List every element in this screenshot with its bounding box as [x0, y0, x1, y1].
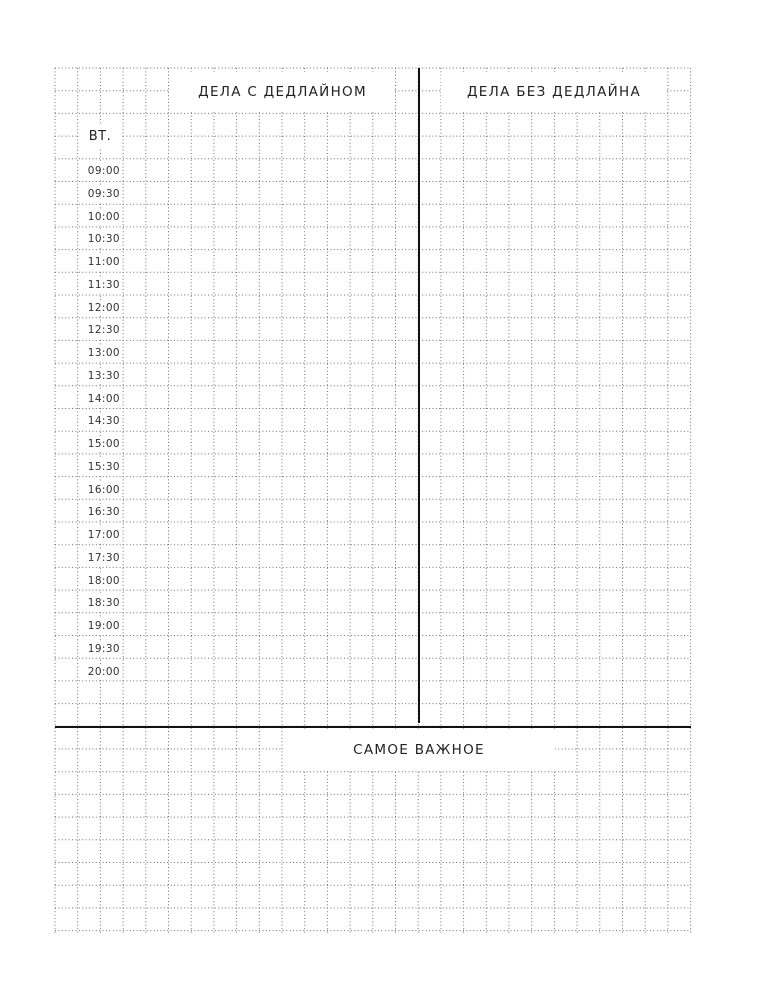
time-slot-label: 11:30	[80, 277, 120, 293]
day-of-week-text: ВТ.	[88, 128, 112, 144]
time-slot-label: 18:00	[80, 573, 120, 589]
important-section-header	[283, 730, 555, 770]
time-slot-label: 09:30	[80, 186, 120, 202]
time-slot-label: 15:00	[80, 436, 120, 452]
day-of-week-label	[79, 124, 121, 148]
important-section-title: САМОЕ ВАЖНОЕ	[353, 742, 485, 758]
time-slot-label: 12:30	[80, 322, 120, 338]
no-deadline-section-header	[441, 72, 667, 112]
column-divider	[418, 68, 420, 723]
time-slot-label: 20:00	[80, 664, 120, 680]
time-slot-label: 14:00	[80, 391, 120, 407]
time-slot-label: 11:00	[80, 254, 120, 270]
time-slot-label: 09:00	[80, 163, 120, 179]
time-slot-label: 14:30	[80, 413, 120, 429]
time-slot-label: 16:00	[80, 482, 120, 498]
time-slot-label: 17:00	[80, 527, 120, 543]
deadline-section-header	[170, 72, 395, 112]
section-divider	[55, 726, 691, 728]
time-slot-label: 17:30	[80, 550, 120, 566]
time-slot-label: 10:30	[80, 231, 120, 247]
time-slot-label: 15:30	[80, 459, 120, 475]
time-slot-label: 19:00	[80, 618, 120, 634]
no-deadline-section-title: ДЕЛА БЕЗ ДЕДЛАЙНА	[466, 84, 642, 100]
time-slot-label: 16:30	[80, 504, 120, 520]
time-slot-label: 19:30	[80, 641, 120, 657]
time-slot-label: 12:00	[80, 300, 120, 316]
time-slot-label: 18:30	[80, 595, 120, 611]
deadline-section-title: ДЕЛА С ДЕДЛАЙНОМ	[198, 84, 367, 100]
time-slot-label: 10:00	[80, 209, 120, 225]
time-slot-label: 13:00	[80, 345, 120, 361]
time-slot-label: 13:30	[80, 368, 120, 384]
